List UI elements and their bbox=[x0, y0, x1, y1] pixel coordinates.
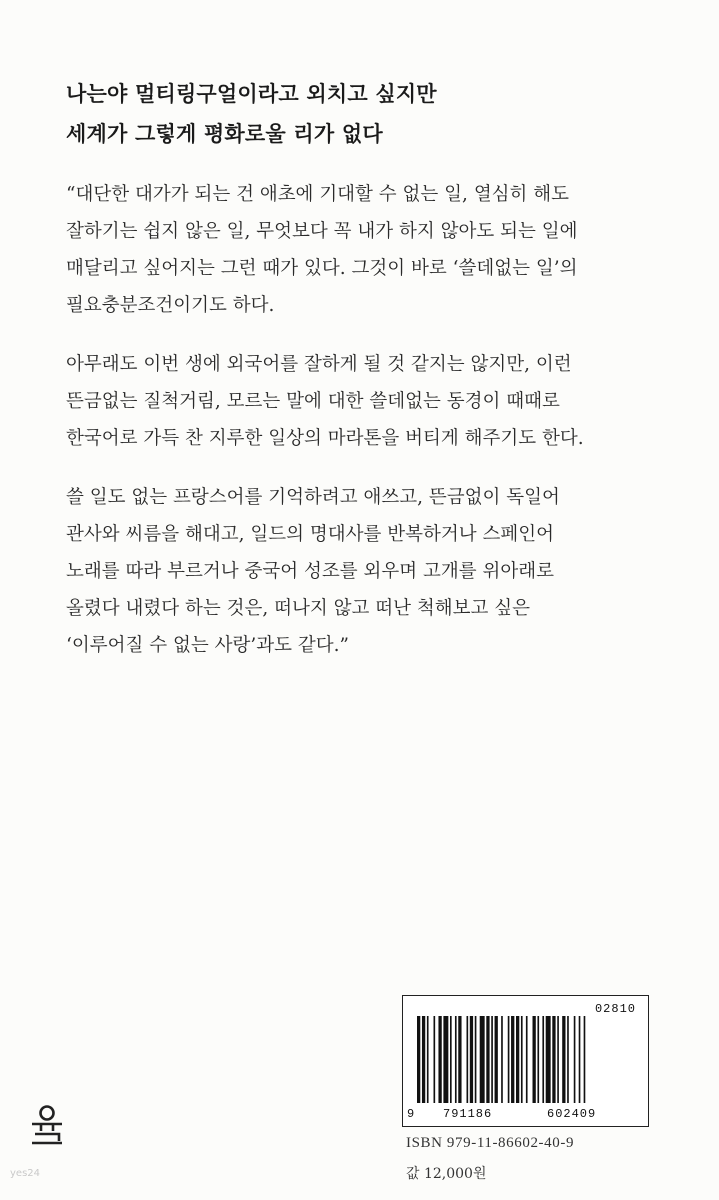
isbn-number: ISBN 979-11-86602-40-9 bbox=[406, 1135, 575, 1151]
barcode-bar bbox=[495, 1016, 498, 1103]
barcode-bar bbox=[458, 1016, 461, 1103]
isbn-barcode bbox=[402, 995, 649, 1127]
quote-line: 아무래도 이번 생에 외국어를 잘하게 될 것 같지는 않지만, 이런 bbox=[66, 354, 572, 375]
barcode-bar bbox=[542, 1016, 544, 1103]
barcode-bar bbox=[552, 1016, 555, 1103]
barcode-bar bbox=[511, 1016, 514, 1103]
headline bbox=[66, 74, 437, 154]
barcode-bar bbox=[537, 1016, 539, 1103]
barcode-bar bbox=[417, 1016, 420, 1103]
quote-paragraph-2 bbox=[66, 346, 666, 457]
quote-line: 올렸다 내렸다 하는 것은, 떠나지 않고 떠난 척해보고 싶은 bbox=[66, 598, 530, 619]
barcode-bar bbox=[422, 1016, 425, 1103]
barcode-bars-icon bbox=[417, 1016, 639, 1103]
barcode-bar bbox=[562, 1016, 565, 1103]
quote-line: 뜬금없는 질척거림, 모르는 말에 대한 쓸데없는 동경이 때때로 bbox=[66, 391, 560, 412]
quote-line: 한국어로 가득 찬 지루한 일상의 마라톤을 버티게 해주기도 한다. bbox=[66, 428, 584, 449]
barcode-bar bbox=[533, 1016, 536, 1103]
barcode-bar bbox=[438, 1016, 441, 1103]
barcode-bar bbox=[470, 1016, 473, 1103]
barcode-bar bbox=[434, 1016, 436, 1103]
quote-paragraph-3 bbox=[66, 479, 666, 664]
barcode-bar bbox=[475, 1016, 477, 1103]
headline-line-1: 나는야 멀티링구얼이라고 외치고 싶지만 bbox=[66, 82, 437, 106]
barcode-bar bbox=[516, 1016, 519, 1103]
barcode-bar bbox=[486, 1016, 489, 1103]
quote-line: 쓸 일도 없는 프랑스어를 기억하려고 애쓰고, 뜬금없이 독일어 bbox=[66, 487, 560, 508]
barcode-digit-group-2: 602409 bbox=[547, 1107, 597, 1121]
quote-line: 잘하기는 쉽지 않은 일, 무엇보다 꼭 내가 하지 않아도 되는 일에 bbox=[66, 221, 578, 242]
quote-body bbox=[66, 176, 666, 686]
barcode-digit-first: 9 bbox=[407, 1107, 416, 1121]
price: 값 12,000원 bbox=[406, 1166, 487, 1182]
barcode-bar bbox=[526, 1016, 528, 1103]
barcode-bar bbox=[508, 1016, 510, 1103]
barcode-bar bbox=[455, 1016, 457, 1103]
publisher-logo-icon bbox=[26, 1104, 68, 1146]
barcode-bar bbox=[450, 1016, 452, 1103]
barcode-bar bbox=[491, 1016, 493, 1103]
barcode-bar bbox=[443, 1016, 448, 1103]
quote-line: 필요충분조건이기도 하다. bbox=[66, 295, 275, 316]
barcode-bar bbox=[521, 1016, 523, 1103]
quote-line: 관사와 씨름을 해대고, 일드의 명대사를 반복하거나 스페인어 bbox=[66, 524, 554, 545]
barcode-bar bbox=[584, 1016, 586, 1103]
barcode-bar bbox=[567, 1016, 569, 1103]
watermark-edge-mark: yes24 bbox=[10, 1168, 41, 1179]
quote-line: 노래를 따라 부르거나 중국어 성조를 외우며 고개를 위아래로 bbox=[66, 561, 554, 582]
publisher-logo-glyph bbox=[26, 1104, 68, 1146]
quote-paragraph-1 bbox=[66, 176, 666, 324]
barcode-bar bbox=[546, 1016, 551, 1103]
quote-line: 매달리고 싶어지는 그런 때가 있다. 그것이 바로 ‘쓸데없는 일’의 bbox=[66, 258, 578, 279]
barcode-bar bbox=[557, 1016, 559, 1103]
barcode-bar bbox=[467, 1016, 469, 1103]
headline-line-2: 세계가 그렇게 평화로울 리가 없다 bbox=[66, 122, 383, 146]
quote-line: ‘이루어질 수 없는 사랑’과도 같다.” bbox=[66, 635, 349, 656]
barcode-bar bbox=[579, 1016, 581, 1103]
barcode-digit-group-1: 791186 bbox=[443, 1107, 493, 1121]
quote-line: “대단한 대가가 되는 건 애초에 기대할 수 없는 일, 열심히 해도 bbox=[66, 184, 570, 205]
barcode-bar bbox=[501, 1016, 503, 1103]
barcode-bar bbox=[480, 1016, 485, 1103]
barcode-bar bbox=[427, 1016, 429, 1103]
barcode-addon-number: 02810 bbox=[594, 1002, 636, 1016]
barcode-bar bbox=[574, 1016, 576, 1103]
